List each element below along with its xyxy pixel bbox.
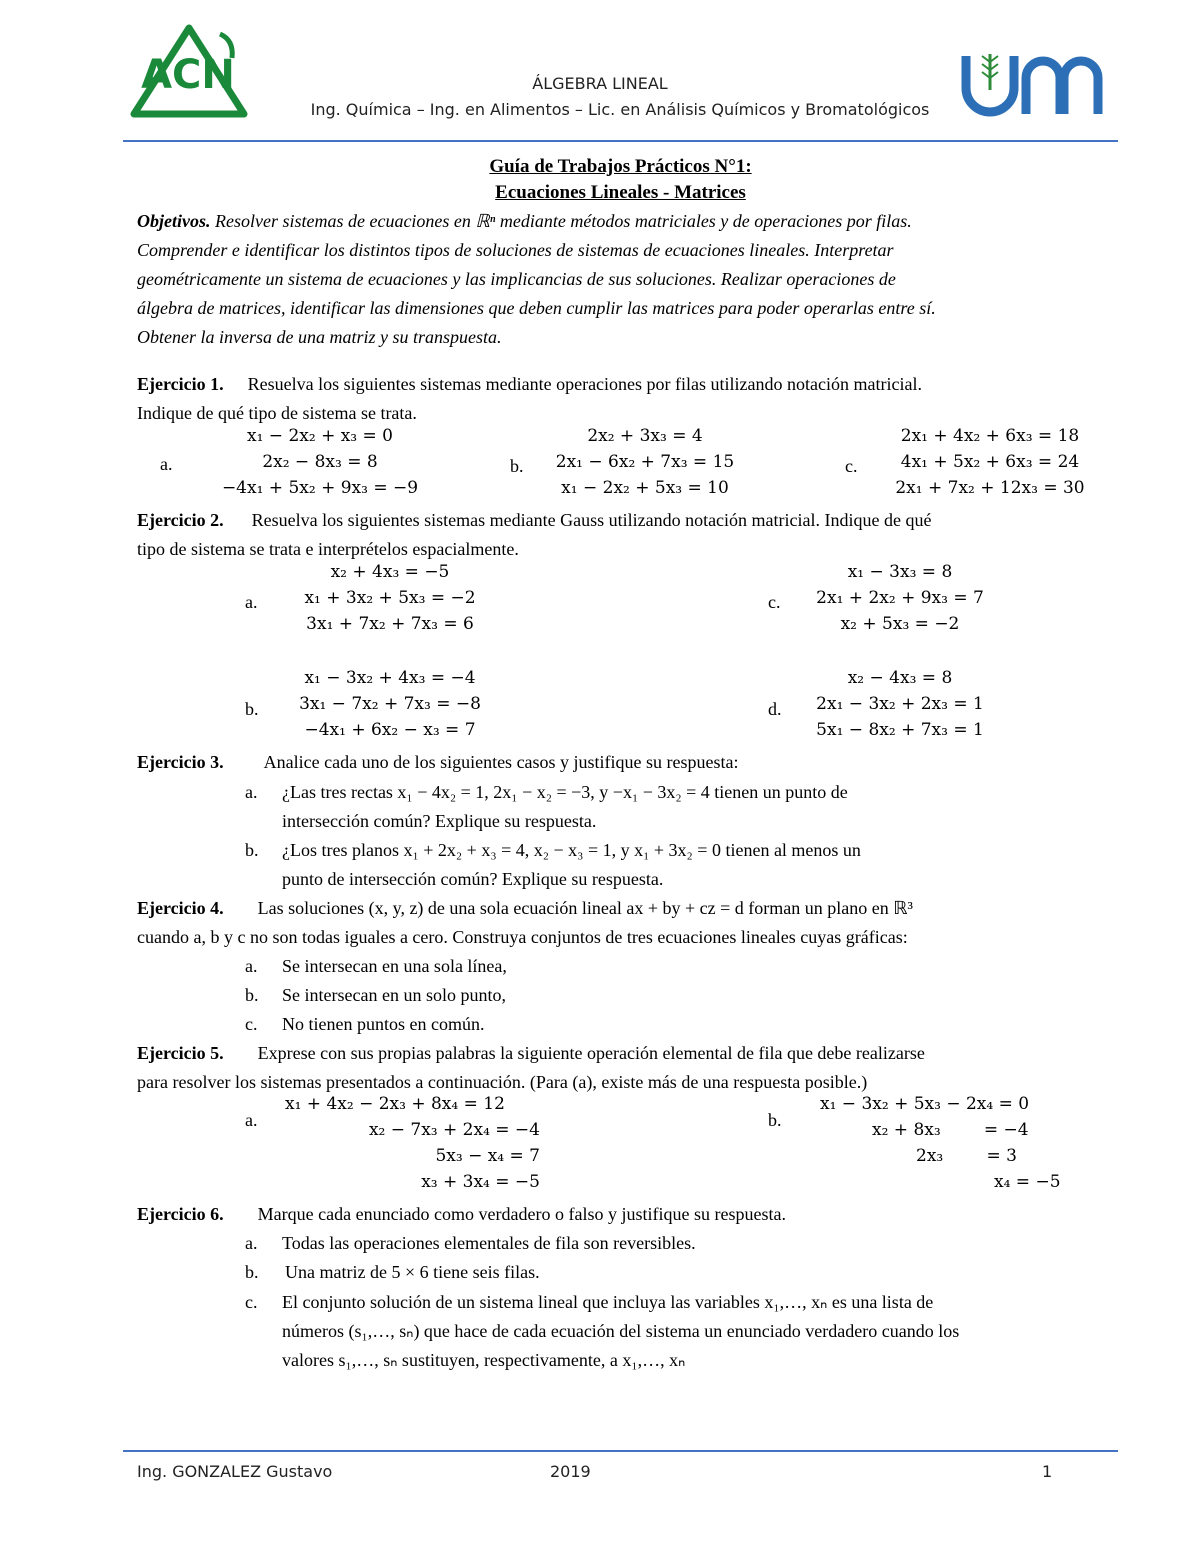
ex2-d-eq-3: 5x₁ − 8x₂ + 7x₃ = 1 bbox=[816, 720, 984, 740]
ex4-c-label: c. bbox=[245, 1014, 258, 1034]
header-rule bbox=[123, 140, 1118, 142]
ex3-label: Ejercicio 3. bbox=[137, 752, 224, 772]
ex1-a-label: a. bbox=[160, 454, 173, 474]
ex1-b-label: b. bbox=[510, 456, 524, 476]
ex2-a-eq-2: x₁ + 3x₂ + 5x₃ = −2 bbox=[304, 588, 476, 608]
ex1-a-eq-1: x₁ − 2x₂ + x₃ = 0 bbox=[247, 426, 393, 446]
ex3-line-1 bbox=[137, 748, 739, 777]
header-careers: Ing. Química – Ing. en Alimentos – Lic. en Análisis Químicos y Bromatológicos bbox=[310, 100, 930, 119]
ex5-b-eq-2: x₂ + 8x₃ = −4 bbox=[872, 1120, 1029, 1140]
ex2-b-eq-2: 3x₁ − 7x₂ + 7x₃ = −8 bbox=[299, 694, 481, 714]
ex1-b-eq-1: 2x₂ + 3x₃ = 4 bbox=[587, 426, 703, 446]
ex5-a-eq-2: x₂ − 7x₃ + 2x₄ = −4 bbox=[368, 1120, 540, 1140]
footer-rule bbox=[123, 1450, 1118, 1452]
ex1-b-eq-2: 2x₁ − 6x₂ + 7x₃ = 15 bbox=[555, 452, 735, 472]
ex5-line-2: para resolver los sistemas presentados a continuación. (Para (a), existe más de una respuesta posible.) bbox=[137, 1072, 868, 1092]
ex4-line-2: cuando a, b y c no son todas iguales a cero. Construya conjuntos de tres ecuaciones lineales cuyas gráficas: bbox=[137, 927, 908, 947]
ex2-a-eq-3: 3x₁ + 7x₂ + 7x₃ = 6 bbox=[306, 614, 474, 634]
ex2-b-label: b. bbox=[245, 699, 259, 719]
ex2-label: Ejercicio 2. bbox=[137, 510, 224, 530]
ex4-c-text: No tienen puntos en común. bbox=[282, 1014, 485, 1034]
objectives-line-1 bbox=[137, 207, 1117, 236]
objectives-line-5: Obtener la inversa de una matriz y su transpuesta. bbox=[137, 327, 502, 347]
objectives-line-2: Comprender e identificar los distintos tipos de soluciones de sistemas de ecuaciones lineales. Interpretar bbox=[137, 240, 894, 260]
header-course: ÁLGEBRA LINEAL bbox=[532, 74, 668, 93]
objectives-line-4: álgebra de matrices, identificar las dimensiones que deben cumplir las matrices para poder operarlas entre sí. bbox=[137, 298, 936, 318]
ex1-c-eq-2: 4x₁ + 5x₂ + 6x₃ = 24 bbox=[900, 452, 1080, 472]
ex5-a-eq-3: 5x₃ − x₄ = 7 bbox=[435, 1146, 540, 1166]
ex3-b-label: b. bbox=[245, 840, 259, 860]
ex5-a-label: a. bbox=[245, 1110, 258, 1130]
ex2-b-eq-1: x₁ − 3x₂ + 4x₃ = −4 bbox=[304, 668, 476, 688]
ex5-a-eq-4: x₃ + 3x₄ = −5 bbox=[421, 1172, 540, 1192]
ex5-line-1 bbox=[137, 1039, 925, 1068]
acn-logo-icon bbox=[128, 22, 250, 120]
ex6-a-text: Todas las operaciones elementales de fila son reversibles. bbox=[282, 1233, 696, 1253]
ex6-c-label: c. bbox=[245, 1292, 258, 1312]
ex2-a-label: a. bbox=[245, 592, 258, 612]
ex3-b-line-2: punto de intersección común? Explique su respuesta. bbox=[282, 869, 664, 889]
ex1-c-eq-1: 2x₁ + 4x₂ + 6x₃ = 18 bbox=[900, 426, 1080, 446]
ex6-a-label: a. bbox=[245, 1233, 258, 1253]
ex5-label: Ejercicio 5. bbox=[137, 1043, 224, 1063]
ex1-a-eq-2: 2x₂ − 8x₃ = 8 bbox=[262, 452, 378, 472]
ex1-c-label: c. bbox=[845, 456, 858, 476]
ex1-line-1 bbox=[137, 370, 922, 399]
ex2-d-eq-2: 2x₁ − 3x₂ + 2x₃ = 1 bbox=[816, 694, 984, 714]
ex4-label: Ejercicio 4. bbox=[137, 898, 224, 918]
ex3-a-line-1: ¿Las tres rectas x₁ − 4x₂ = 1, 2x₁ − x₂ = −3, y −x₁ − 3x₂ = 4 tienen un punto de bbox=[282, 782, 848, 802]
page-title: Guía de Trabajos Prácticos N°1: bbox=[489, 156, 752, 177]
ex1-c-eq-3: 2x₁ + 7x₂ + 12x₃ = 30 bbox=[895, 478, 1085, 498]
objectives-text: Resolver sistemas de ecuaciones en ℝⁿ mediante métodos matriciales y de operaciones por filas. bbox=[215, 211, 912, 231]
ex2-c-eq-1: x₁ − 3x₃ = 8 bbox=[847, 562, 953, 582]
ex1-label: Ejercicio 1. bbox=[137, 374, 224, 394]
ex6-c-line-1: El conjunto solución de un sistema lineal que incluya las variables x₁,…, xₙ es una lista de bbox=[282, 1292, 934, 1312]
ex3-intro: Analice cada uno de los siguientes casos y justifique su respuesta: bbox=[263, 752, 739, 772]
ex5-b-eq-4: x₄ = −5 bbox=[994, 1172, 1061, 1192]
ex2-b-eq-3: −4x₁ + 6x₂ − x₃ = 7 bbox=[304, 720, 476, 740]
ex2-line-2: tipo de sistema se trata e interprételos espacialmente. bbox=[137, 539, 519, 559]
ex1-a-eq-3: −4x₁ + 5x₂ + 9x₃ = −9 bbox=[221, 478, 419, 498]
page-subtitle: Ecuaciones Lineales - Matrices bbox=[495, 182, 746, 203]
ex4-a-text: Se intersecan en una sola línea, bbox=[282, 956, 507, 976]
ex4-b-text: Se intersecan en un solo punto, bbox=[282, 985, 506, 1005]
ex4-a-label: a. bbox=[245, 956, 258, 976]
ex6-b-label: b. bbox=[245, 1262, 259, 1282]
ex4-text: Las soluciones (x, y, z) de una sola ecuación lineal ax + by + cz = d forman un plano en ℝ³ bbox=[257, 898, 913, 918]
ex3-b-line-1: ¿Los tres planos x₁ + 2x₂ + x₃ = 4, x₂ − x₃ = 1, y x₁ + 3x₂ = 0 tienen al menos un bbox=[282, 840, 861, 860]
ex5-a-eq-1: x₁ + 4x₂ − 2x₃ + 8x₄ = 12 bbox=[285, 1094, 505, 1114]
ex1-line-2: Indique de qué tipo de sistema se trata. bbox=[137, 403, 417, 423]
ex4-b-label: b. bbox=[245, 985, 259, 1005]
ex6-intro: Marque cada enunciado como verdadero o falso y justifique su respuesta. bbox=[257, 1204, 786, 1224]
ex2-d-eq-1: x₂ − 4x₃ = 8 bbox=[847, 668, 953, 688]
ex5-text: Exprese con sus propias palabras la siguiente operación elemental de fila que debe realizarse bbox=[257, 1043, 925, 1063]
footer-year: 2019 bbox=[550, 1462, 591, 1481]
ex2-line-1 bbox=[137, 506, 931, 535]
ex2-c-eq-3: x₂ + 5x₃ = −2 bbox=[840, 614, 960, 634]
ex5-b-eq-3: 2x₃ = 3 bbox=[916, 1146, 1017, 1166]
footer-author: Ing. GONZALEZ Gustavo bbox=[137, 1462, 333, 1481]
ex5-b-label: b. bbox=[768, 1110, 782, 1130]
ex2-d-label: d. bbox=[768, 699, 782, 719]
ex3-a-line-2: intersección común? Explique su respuesta. bbox=[282, 811, 597, 831]
objectives-label: Objetivos. bbox=[137, 211, 211, 231]
ex1-text: Resuelva los siguientes sistemas mediante operaciones por filas utilizando notación matricial. bbox=[247, 374, 922, 394]
ex1-b-eq-3: x₁ − 2x₂ + 5x₃ = 10 bbox=[561, 478, 729, 498]
ex6-line-1 bbox=[137, 1200, 786, 1229]
ex2-c-label: c. bbox=[768, 592, 781, 612]
ex6-c-line-3: valores s₁,…, sₙ sustituyen, respectivamente, a x₁,…, xₙ bbox=[282, 1350, 686, 1370]
ex6-c-line-2: números (s₁,…, sₙ) que hace de cada ecuación del sistema un enunciado verdadero cuando los bbox=[282, 1321, 960, 1341]
ex5-b-eq-1: x₁ − 3x₂ + 5x₃ − 2x₄ = 0 bbox=[820, 1094, 1030, 1114]
acn-logo bbox=[128, 22, 250, 120]
footer-page-number: 1 bbox=[1042, 1462, 1053, 1481]
ex6-label: Ejercicio 6. bbox=[137, 1204, 224, 1224]
ex3-a-label: a. bbox=[245, 782, 258, 802]
ex2-c-eq-2: 2x₁ + 2x₂ + 9x₃ = 7 bbox=[816, 588, 984, 608]
ex4-line-1 bbox=[137, 894, 913, 923]
ex2-a-eq-1: x₂ + 4x₃ = −5 bbox=[330, 562, 450, 582]
ex2-text: Resuelva los siguientes sistemas mediante Gauss utilizando notación matricial. Indique de qué bbox=[251, 510, 932, 530]
ex6-b-text: Una matriz de 5 × 6 tiene seis filas. bbox=[285, 1262, 540, 1282]
objectives-line-3: geométricamente un sistema de ecuaciones y las implicancias de sus soluciones. Realizar operaciones de bbox=[137, 269, 896, 289]
svg-text:ACN: ACN bbox=[141, 52, 235, 98]
